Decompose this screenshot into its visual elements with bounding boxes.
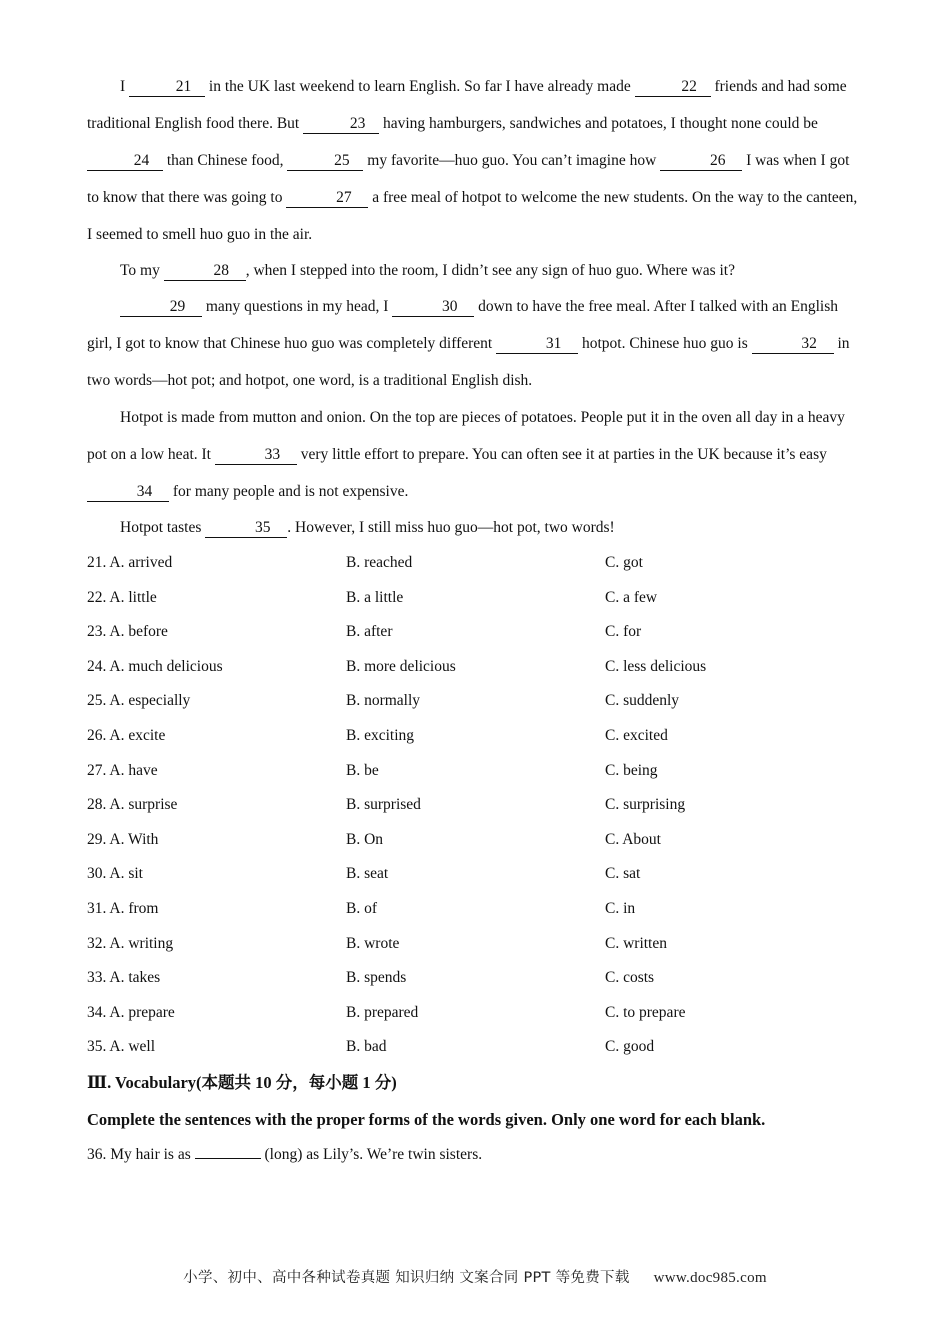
option-row: 35. A. well B. bad C. good	[87, 1038, 655, 1056]
blank-24: 24	[87, 152, 163, 171]
blank-34: 34	[87, 483, 169, 502]
question-36: 36. My hair is as (long) as Lily’s. We’re twin sisters.	[87, 1145, 483, 1163]
blank-21: 21	[129, 78, 205, 97]
blank-30: 30	[392, 298, 474, 317]
blank-27: 27	[286, 189, 368, 208]
section-instruction: Complete the sentences with the proper forms of the words given. Only one word for each blank.	[87, 1109, 766, 1129]
option-row: 27. A. have B. be C. being	[87, 761, 658, 779]
blank-33: 33	[215, 446, 297, 465]
answer-blank[interactable]	[195, 1144, 261, 1159]
blank-32: 32	[752, 335, 834, 354]
exam-page	[87, 68, 862, 1172]
blank-31: 31	[496, 335, 578, 354]
section-title: Ⅲ. Vocabulary(本题共 10 分，每小题 1 分)	[87, 1072, 397, 1092]
footer-url[interactable]: www.doc985.com	[653, 1270, 767, 1286]
option-row: 30. A. sit B. seat C. sat	[87, 865, 641, 883]
blank-23: 23	[303, 115, 379, 134]
option-row: 25. A. especially B. normally C. suddenly	[87, 692, 680, 710]
option-row: 22. A. little B. a little C. a few	[87, 588, 658, 606]
option-row: 24. A. much delicious B. more delicious C. less delicious	[87, 657, 707, 675]
option-row: 26. A. excite B. exciting C. excited	[87, 726, 668, 744]
blank-35: 35	[205, 519, 287, 538]
blank-29: 29	[120, 298, 202, 317]
option-row: 31. A. from B. of C. in	[87, 899, 636, 917]
option-row: 32. A. writing B. wrote C. written	[87, 934, 667, 952]
option-row: 21. A. arrived B. reached C. got	[87, 554, 643, 571]
answer-options	[87, 546, 862, 1065]
passage-paragraph-2: To my 28 , when I stepped into the room, I didn’t see any sign of huo guo. Where was it?	[120, 262, 735, 279]
passage-paragraph-4: Hotpot is made from mutton and onion. On the top are pieces of potatoes. People put it in the oven all day in a heavy pot on a low heat. It 33 very little effort to prepare. You can often see it at parties in the UK because it’s easy 34 for many people and is not expensive.	[87, 409, 845, 500]
blank-28: 28	[164, 262, 246, 281]
option-row: 23. A. before B. after C. for	[87, 623, 642, 641]
passage-paragraph-5: Hotpot tastes 35 . However, I still miss huo guo—hot pot, two words!	[120, 519, 615, 536]
option-row: 34. A. prepare B. prepared C. to prepare	[87, 1003, 686, 1021]
blank-22: 22	[635, 78, 711, 97]
page-footer	[0, 1266, 950, 1287]
option-row: 33. A. takes B. spends C. costs	[87, 969, 655, 987]
passage-paragraph-3: 29 many questions in my head, I 30 down to have the free meal. After I talked with an English girl, I got to know that Chinese huo guo was completely different 31 hotpot. Chinese huo guo is 32 in two words—hot pot; and hotpot, one word, is a traditional English dish.	[87, 298, 850, 389]
option-row: 28. A. surprise B. surprised C. surprising	[87, 796, 686, 814]
footer-text: 小学、初中、高中各种试卷真题 知识归纳 文案合同 PPT 等免费下载	[183, 1270, 630, 1286]
option-row: 29. A. With B. On C. About	[87, 830, 661, 848]
blank-26: 26	[660, 152, 742, 171]
blank-25: 25	[287, 152, 363, 171]
passage-paragraph-1: I 21 in the UK last weekend to learn English. So far I have already made 22 friends and had some traditional English food there. But 23 having hamburgers, sandwiches and potatoes, I thought none could be 24 than Chinese food, 25 my favorite—huo guo. You can’t imagine how 26 I was when I got to know that there was going to 27 a free meal of hotpot to welcome the new students. On the way to the canteen, I seemed to smell huo guo in the air.	[87, 78, 858, 243]
